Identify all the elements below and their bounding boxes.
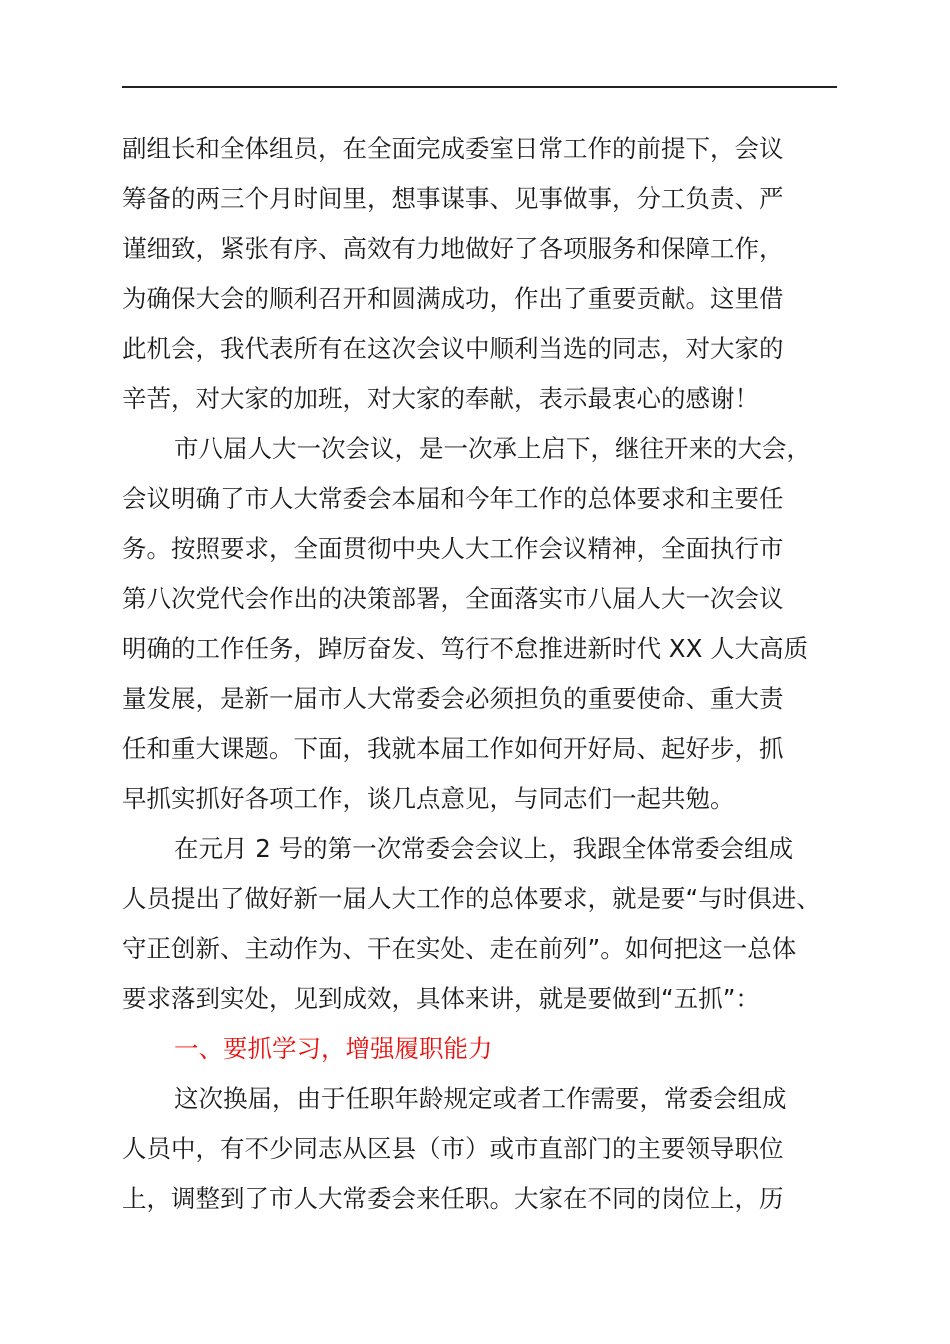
section-heading: 一、要抓学习，增强履职能力: [174, 1034, 493, 1063]
text-line: 市八届人大一次会议，是一次承上启下，继往开来的大会，: [174, 434, 811, 463]
text-line: 第八次党代会作出的决策部署，全面落实市八届人大一次会议: [122, 584, 784, 613]
text-line: 任和重大课题。下面，我就本届工作如何开好局、起好步，抓: [122, 734, 784, 763]
text-line: 谨细致，紧张有序、高效有力地做好了各项服务和保障工作，: [122, 234, 784, 263]
text-line: 筹备的两三个月时间里，想事谋事、见事做事，分工负责、严: [122, 184, 784, 213]
text-line: 人员中，有不少同志从区县（市）或市直部门的主要领导职位: [122, 1134, 784, 1163]
text-line: 人员提出了做好新一届人大工作的总体要求，就是要“与时俱进、: [122, 884, 821, 913]
text-line: 上，调整到了市人大常委会来任职。大家在不同的岗位上，历: [122, 1184, 784, 1213]
document-body: [122, 124, 842, 1224]
text-line: 此机会，我代表所有在这次会议中顺利当选的同志，对大家的: [122, 334, 784, 363]
text-line: 量发展，是新一届市人大常委会必须担负的重要使命、重大责: [122, 684, 784, 713]
text-line: 为确保大会的顺利召开和圆满成功，作出了重要贡献。这里借: [122, 284, 784, 313]
text-line: 副组长和全体组员，在全面完成委室日常工作的前提下，会议: [122, 134, 784, 163]
text-line: 守正创新、主动作为、干在实处、走在前列”。如何把这一总体: [122, 934, 797, 963]
text-line: 早抓实抓好各项工作，谈几点意见，与同志们一起共勉。: [122, 784, 735, 813]
text-line: 务。按照要求，全面贯彻中央人大工作会议精神，全面执行市: [122, 534, 784, 563]
text-line: 在元月 2 号的第一次常委会会议上，我跟全体常委会组成: [174, 834, 794, 863]
text-line: 会议明确了市人大常委会本届和今年工作的总体要求和主要任: [122, 484, 784, 513]
header-rule: [122, 86, 837, 88]
text-line: 明确的工作任务，踔厉奋发、笃行不怠推进新时代 XX 人大高质: [122, 634, 809, 663]
text-line: 要求落到实处，见到成效，具体来讲，就是要做到“五抓”：: [122, 984, 760, 1013]
text-line: 辛苦，对大家的加班，对大家的奉献，表示最衷心的感谢！: [122, 384, 759, 413]
text-line: 这次换届，由于任职年龄规定或者工作需要，常委会组成: [174, 1084, 787, 1113]
